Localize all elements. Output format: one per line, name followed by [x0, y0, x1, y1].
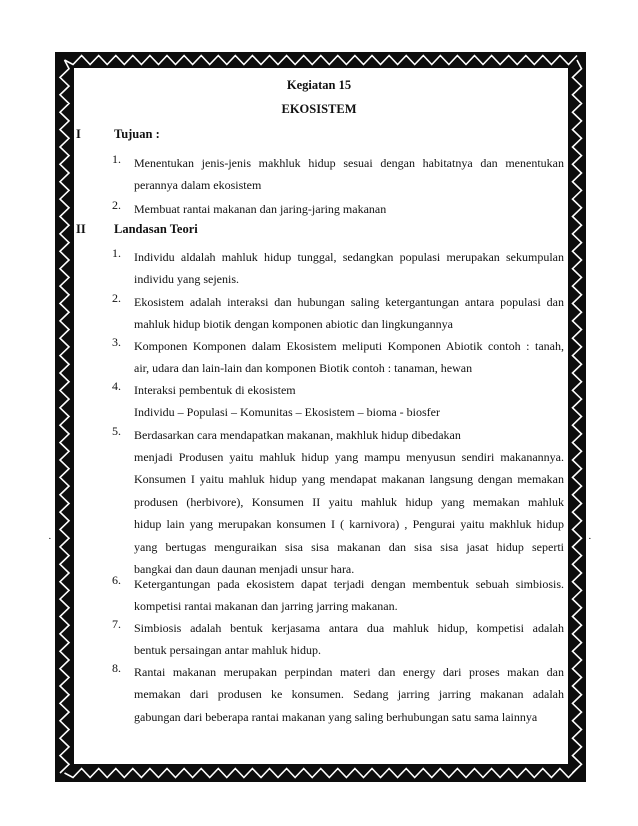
item-line: individu yang sejenis. [134, 272, 239, 286]
item-line: air, udara dan lain-lain dan komponen Biotik contoh : tanaman, hewan [134, 361, 473, 375]
item-number: 7. [112, 617, 121, 631]
item-line: Menentukan jenis-jenis makhluk hidup sesuai dengan habitatnya dan menentukan [134, 156, 564, 170]
item-line: Interaksi pembentuk di ekosistem [134, 383, 296, 397]
item-line: Individu aldalah mahluk hidup tunggal, sedangkan populasi merupakan sekumpulan [134, 250, 564, 264]
item-number: 8. [112, 661, 121, 675]
section-title: Landasan Teori [114, 222, 198, 236]
item-line: bangkai dan daun daunan menjadi unsur hara. [134, 562, 355, 576]
item-number: 1. [112, 246, 121, 260]
section-title: Tujuan : [114, 127, 160, 141]
item-line: memakan dari produsen ke konsumen. Sedang jarring jarring makanan adalah [134, 687, 564, 701]
item-line: kompetisi rantai makanan dan jarring jarring makanan. [134, 599, 398, 613]
item-line: hidup lain yang merupakan konsumen I ( karnivora) , Pengurai yaitu makhluk hidup [134, 517, 564, 531]
item-line: menjadi Produsen yaitu mahluk hidup yang mampu menyusun sendiri makanannya. [134, 450, 564, 464]
item-line: Individu – Populasi – Komunitas – Ekosistem – bioma - biosfer [134, 405, 440, 419]
document-title: EKOSISTEM [281, 102, 357, 116]
section-number: II [76, 222, 86, 236]
item-line: gabungan dari beberapa rantai makanan yang saling berhubungan satu sama lainnya [134, 710, 538, 724]
item-number: 3. [112, 335, 121, 349]
item-line: Berdasarkan cara mendapatkan makanan, makhluk hidup dibedakan [134, 428, 461, 442]
item-number: 2. [112, 198, 121, 212]
item-number: 2. [112, 291, 121, 305]
activity-heading: Kegiatan 15 [286, 78, 352, 92]
item-line: yang bertugas menguraikan sisa sisa makanan dan sisa sisa jasat hidup seperti [134, 540, 564, 554]
item-line: Ketergantungan pada ekosistem dapat terjadi dengan membentuk sebuah simbiosis. [134, 577, 564, 591]
item-line: perannya dalam ekosistem [134, 178, 262, 192]
item-line: produsen (herbivore), Konsumen II yaitu mahluk hidup yang memakan mahluk [134, 495, 564, 509]
item-number: 6. [112, 573, 121, 587]
edge-mark: · [48, 533, 52, 545]
item-line: bentuk persaingan antar mahluk hidup. [134, 643, 321, 657]
item-number: 1. [112, 152, 121, 166]
edge-mark: · [588, 533, 592, 545]
item-line: mahluk hidup biotik dengan komponen abiotic dan lingkungannya [134, 317, 453, 331]
item-number: 5. [112, 424, 121, 438]
item-line: Simbiosis adalah bentuk kerjasama antara dua mahluk hidup, kompetisi adalah [134, 621, 564, 635]
item-line: Rantai makanan merupakan perpindan materi dan energy dari proses makan dan [134, 665, 564, 679]
item-line: Komponen Komponen dalam Ekosistem meliputi Komponen Abiotik contoh : tanah, [134, 339, 564, 353]
item-line: Konsumen I yaitu mahluk hidup yang mendapat makanan langsung dengan memakan [134, 472, 564, 486]
item-number: 4. [112, 379, 121, 393]
item-line: Ekosistem adalah interaksi dan hubungan saling ketergantungan antara populasi dan [134, 295, 564, 309]
section-number: I [76, 127, 81, 141]
item-line: Membuat rantai makanan dan jaring-jaring makanan [134, 202, 387, 216]
